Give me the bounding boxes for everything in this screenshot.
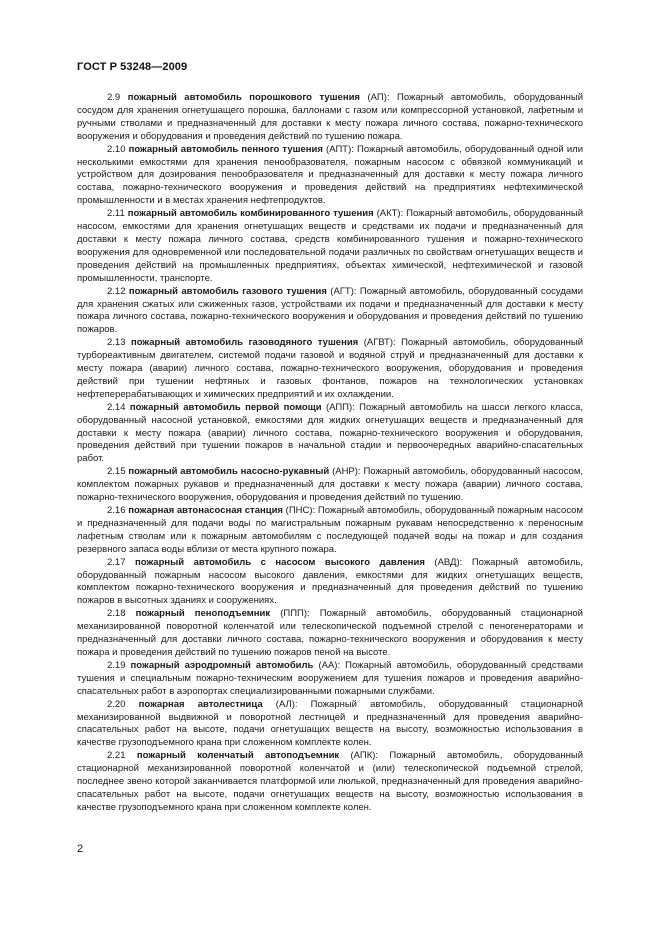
- entry-definition: (АГВТ): Пожарный автомобиль, оборудованный турбореактивным двигателем, системой подачи газовой и водяной струй и предназначенный для доставки к месту пожара (аварии) личного состава, пожарно-технического вооружения, оборудования и проведения действий при тушении нефтяных и газовых фонтанов, пожаров на технологических установках нефтеперерабатывающих и химических предприятий и их охлаждении.: [77, 337, 583, 400]
- entry-number: 2.10: [107, 143, 126, 155]
- entry-number: 2.16: [107, 505, 126, 516]
- entry-definition: (ППП): Пожарный автомобиль, оборудованный стационарной механизированной поворотной коленчатой или телескопической подъемной стрелой с пеногенераторами и предназначенный для доставки личного состава, пожарно-технического вооружения и оборудования к месту пожара и проведения действий по тушению пожаров пеной на высоте.: [77, 608, 583, 658]
- entry-number: 2.9: [107, 92, 121, 103]
- entry-term: пожарный автомобиль комбинированного тушения: [127, 208, 374, 220]
- entry-definition: (АПП): Пожарный автомобиль на шасси легкого класса, оборудованный насосной установкой, емкостями для жидких огнетушащих веществ и предназначенный для доставки к месту пожара (аварии) личного состава, пожарно-технического вооружения и оборудования, проведения действий при тушении пожаров в начальной стадии и первоочередных аварийно-спасательных работ.: [77, 401, 583, 465]
- entry-number: 2.17: [107, 556, 126, 568]
- entry-term: пожарный аэродромный автомобиль: [130, 659, 314, 671]
- definition-entry-2-18: [77, 608, 583, 660]
- definition-entry-2-14: [77, 402, 583, 467]
- entry-number: 2.21: [107, 750, 126, 762]
- entry-term: пожарная автолестница: [138, 698, 263, 710]
- entry-term: пожарный автомобиль газового тушения: [128, 285, 327, 297]
- definition-entry-2-17: [77, 557, 583, 609]
- entry-definition: (АПК): Пожарный автомобиль, оборудованный стационарной механизированной поворотной коленчатой и (или) телескопической подъемной стрелой, последнее звено которой заканчивается платформой или люлькой, предназначенный для проведения аварийно-спасательных работ на высоте, подачи огнетушащих веществ на высоту, возможностью использования в качестве грузоподъемного крана при сложенном комплекте колен.: [77, 750, 583, 813]
- entry-number: 2.13: [107, 337, 126, 349]
- entry-definition: (АВД): Пожарный автомобиль, оборудованный пожарным насосом высокого давления, емкостями для жидких огнетушащих веществ, комплектом пожарно-технического вооружения и предназначенный для проведения действий по тушению пожаров в высотных зданиях и сооружениях.: [77, 556, 583, 607]
- entry-term: пожарный коленчатый автоподъемник: [136, 750, 340, 762]
- definition-entry-2-12: [77, 286, 583, 338]
- entry-definition: (АП): Пожарный автомобиль, оборудованный сосудом для хранения огнетушащего порошка, баллонами с газом или компрессорной установкой, лафетным и ручными стволами и предназначенный для доставки к месту пожара личного состава, пожарно-технического вооружения и оборудования и проведения действий по тушению пожара.: [77, 92, 583, 142]
- entry-definition: (АЛ): Пожарный автомобиль, оборудованный стационарной механизированной выдвижной и поворотной лестницей и предназначенный для проведения аварийно-спасательных работ на высоте, подачи огнетушащих веществ на высоту, возможностью использования в качестве грузоподъемного крана при сложенном комплекте колен.: [77, 698, 584, 749]
- entry-number: 2.12: [107, 285, 126, 297]
- entry-term: пожарный автомобиль газоводяного тушения: [130, 337, 359, 349]
- entry-definition: (АПТ): Пожарный автомобиль, оборудованный одной или несколькими емкостями для хранения пенообразователя, пожарным насосом с обвязкой коммуникаций и устройством для дозирования пенообразователя и предназначенный для доставки к месту пожара личного состава, пожарно-технического вооружения и проведения действий на предприятиях нефтехимической промышленности и в местах хранения нефтепродуктов.: [77, 143, 584, 207]
- definition-entry-2-10: [77, 144, 583, 209]
- entry-term: пожарный автомобиль насосно-рукавный: [128, 466, 330, 478]
- definition-entry-2-19: [77, 660, 583, 699]
- definition-entry-2-9: [77, 92, 583, 144]
- page-number: 2: [77, 843, 84, 855]
- definitions-list: [77, 92, 583, 815]
- entry-term: пожарный автомобиль порошкового тушения: [127, 92, 360, 103]
- entry-definition: (АКТ): Пожарный автомобиль, оборудованный насосом, емкостями для хранения огнетушащих веществ и средствами их подачи и предназначенный для доставки к месту пожара личного состава, средств комбинированного тушения и пожарно-технического вооружения для одновременной или последовательной подачи различных по свойствам огнетушащих веществ и проведения действий на промышленных предприятиях, объектах химической, нефтехимической и газовой промышленности, транспорте.: [77, 208, 584, 284]
- entry-term: пожарный пеноподъемник: [135, 608, 271, 620]
- entry-term: пожарный автомобиль с насосом высокого давления: [135, 556, 425, 568]
- definition-entry-2-16: [77, 505, 583, 557]
- entry-definition: (АА): Пожарный автомобиль, оборудованный средствами тушения и специальным пожарно-техническим вооружением для тушения пожаров и проведения аварийно-спасательных работ в аэропортах специализированными пожарными службами.: [77, 659, 583, 697]
- entry-term: пожарная автонасосная станция: [128, 505, 283, 516]
- definition-entry-2-20: [77, 699, 583, 751]
- entry-definition: (АНР): Пожарный автомобиль, оборудованный насосом, комплектом пожарных рукавов и предназначенный для доставки к месту пожара (аварии) личного состава, пожарно-технического вооружения, оборудования и проведения действий по тушению.: [77, 466, 583, 504]
- definition-entry-2-21: [77, 750, 583, 815]
- entry-term: пожарный автомобиль пенного тушения: [128, 143, 323, 155]
- document-code-header: ГОСТ Р 53248—2009: [77, 61, 188, 73]
- entry-number: 2.18: [107, 608, 126, 620]
- entry-term: пожарный автомобиль первой помощи: [129, 401, 322, 413]
- entry-definition: (АГТ): Пожарный автомобиль, оборудованный сосудами для хранения сжатых или сжиженных газов, устройствами их подачи и предназначенный для доставки к месту пожара личного состава, пожарно-технического вооружения и оборудования и проведения действий по тушению пожаров.: [77, 285, 584, 336]
- entry-number: 2.19: [107, 659, 126, 671]
- definition-entry-2-11: [77, 208, 583, 285]
- definition-entry-2-13: [77, 337, 583, 402]
- entry-number: 2.15: [107, 466, 126, 478]
- entry-number: 2.20: [107, 698, 126, 710]
- entry-definition: (ПНС): Пожарный автомобиль, оборудованный пожарным насосом и предназначенный для подачи воды по магистральным пожарным рукавам непосредственно к переносным лафетным стволам или к пожарным автомобилям с последующей подачей воды на пожар и для создания резервного запаса воды вблизи от места крупного пожара.: [77, 505, 583, 555]
- entry-number: 2.14: [107, 401, 126, 413]
- entry-number: 2.11: [107, 208, 125, 220]
- definition-entry-2-15: [77, 466, 583, 505]
